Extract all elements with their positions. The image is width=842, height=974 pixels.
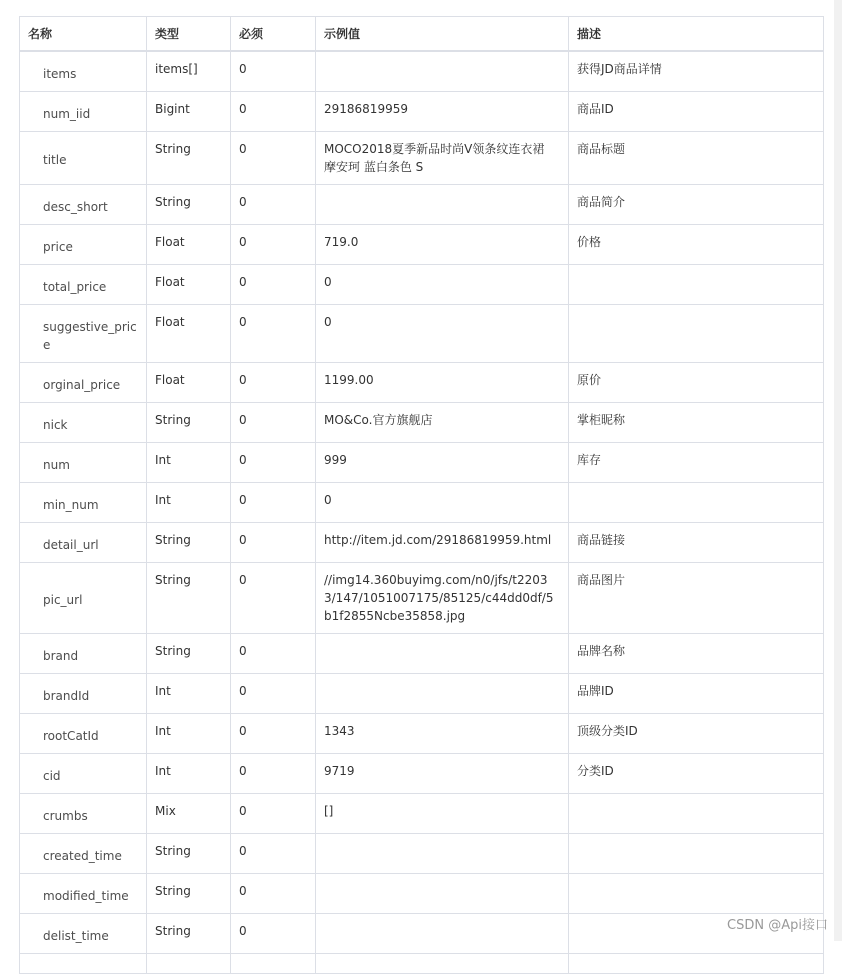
cell-name: total_price	[20, 264, 147, 304]
cell-name: rootCatId	[20, 713, 147, 753]
table-row	[20, 184, 824, 224]
cell-name: min_num	[20, 482, 147, 522]
cell-required: 0	[231, 633, 316, 673]
table-row	[20, 304, 824, 362]
table-row	[20, 522, 824, 562]
cell-required: 0	[231, 304, 316, 362]
cell-type: String	[147, 913, 231, 953]
cell-required: 0	[231, 562, 316, 633]
cell-name: detail_url	[20, 522, 147, 562]
cell-name: num	[20, 442, 147, 482]
cell-name: num_iid	[20, 91, 147, 131]
cell-name: title	[20, 131, 147, 184]
table-row	[20, 753, 824, 793]
cell-name: nick	[20, 402, 147, 442]
cell-name: suggestive_price	[20, 304, 147, 362]
cell-description: 商品标题	[569, 131, 824, 184]
cell-required: 0	[231, 91, 316, 131]
cell-type: Float	[147, 264, 231, 304]
header-name: 名称	[20, 17, 147, 51]
cell-required: 0	[231, 913, 316, 953]
table-row	[20, 482, 824, 522]
table-row	[20, 51, 824, 92]
cell-name: pic_url	[20, 562, 147, 633]
cell-example	[316, 913, 569, 953]
cell-description: 获得JD商品详情	[569, 51, 824, 92]
cell-type: Int	[147, 442, 231, 482]
cell-name: orginal_price	[20, 362, 147, 402]
cell-name: items	[20, 51, 147, 92]
cell-example: []	[316, 793, 569, 833]
table-row	[20, 633, 824, 673]
cell-type: Int	[147, 482, 231, 522]
table-row-partial	[20, 953, 824, 973]
header-description: 描述	[569, 17, 824, 51]
cell-description: 商品链接	[569, 522, 824, 562]
table-row	[20, 442, 824, 482]
table-row	[20, 562, 824, 633]
cell-example: http://item.jd.com/29186819959.html	[316, 522, 569, 562]
cell-type: String	[147, 873, 231, 913]
cell-description: 库存	[569, 442, 824, 482]
cell-type: Int	[147, 753, 231, 793]
watermark: CSDN @Api接口	[727, 918, 828, 933]
cell-required: 0	[231, 522, 316, 562]
cell-type: Int	[147, 673, 231, 713]
cell-required: 0	[231, 673, 316, 713]
cell-example	[316, 833, 569, 873]
table-row	[20, 91, 824, 131]
cell-example: 0	[316, 482, 569, 522]
cell-type: String	[147, 402, 231, 442]
cell-required: 0	[231, 51, 316, 92]
table-row	[20, 264, 824, 304]
cell-type: Float	[147, 304, 231, 362]
cell-type: String	[147, 833, 231, 873]
table-row	[20, 224, 824, 264]
cell-example	[316, 633, 569, 673]
table-header-row	[20, 17, 824, 51]
cell-example	[316, 873, 569, 913]
table-body	[20, 51, 824, 954]
cell-example: MO&Co.官方旗舰店	[316, 402, 569, 442]
cell-name: price	[20, 224, 147, 264]
cell-example: 0	[316, 264, 569, 304]
api-params-table	[19, 16, 824, 974]
cell-type: Bigint	[147, 91, 231, 131]
cell-example: 719.0	[316, 224, 569, 264]
cell-description: 分类ID	[569, 753, 824, 793]
cell-description	[569, 304, 824, 362]
cell-description: 顶级分类ID	[569, 713, 824, 753]
cell-description	[569, 264, 824, 304]
cell-description: 商品简介	[569, 184, 824, 224]
cell-name: crumbs	[20, 793, 147, 833]
cell-name: delist_time	[20, 913, 147, 953]
cell-description	[569, 833, 824, 873]
cell-required: 0	[231, 793, 316, 833]
cell-description: 掌柜昵称	[569, 402, 824, 442]
cell-required: 0	[231, 873, 316, 913]
table-row	[20, 833, 824, 873]
cell-required: 0	[231, 713, 316, 753]
cell-description: 价格	[569, 224, 824, 264]
cell-required: 0	[231, 833, 316, 873]
api-params-table-container	[19, 16, 823, 974]
cell-example: 1199.00	[316, 362, 569, 402]
cell-type: String	[147, 633, 231, 673]
table-row	[20, 673, 824, 713]
cell-description	[569, 482, 824, 522]
cell-name: cid	[20, 753, 147, 793]
cell-name: created_time	[20, 833, 147, 873]
cell-required: 0	[231, 753, 316, 793]
table-row	[20, 131, 824, 184]
cell-type: Int	[147, 713, 231, 753]
header-example: 示例值	[316, 17, 569, 51]
table-row	[20, 873, 824, 913]
cell-required: 0	[231, 402, 316, 442]
table-row	[20, 913, 824, 953]
cell-description: 品牌ID	[569, 673, 824, 713]
cell-required: 0	[231, 224, 316, 264]
cell-required: 0	[231, 264, 316, 304]
table-row	[20, 402, 824, 442]
cell-type: Float	[147, 224, 231, 264]
cell-example: 999	[316, 442, 569, 482]
cell-example: 29186819959	[316, 91, 569, 131]
cell-description: 商品图片	[569, 562, 824, 633]
scrollbar-track[interactable]	[834, 0, 842, 941]
cell-description: 品牌名称	[569, 633, 824, 673]
table-row	[20, 713, 824, 753]
cell-type: String	[147, 522, 231, 562]
cell-example: MOCO2018夏季新品时尚V领条纹连衣裙 摩安珂 蓝白条色 S	[316, 131, 569, 184]
cell-example	[316, 51, 569, 92]
table-row	[20, 362, 824, 402]
cell-type: items[]	[147, 51, 231, 92]
cell-example: 9719	[316, 753, 569, 793]
table-row	[20, 793, 824, 833]
cell-type: String	[147, 131, 231, 184]
header-required: 必须	[231, 17, 316, 51]
cell-required: 0	[231, 131, 316, 184]
cell-name: desc_short	[20, 184, 147, 224]
cell-name: modified_time	[20, 873, 147, 913]
cell-example: 0	[316, 304, 569, 362]
header-type: 类型	[147, 17, 231, 51]
cell-required: 0	[231, 362, 316, 402]
cell-description	[569, 793, 824, 833]
cell-description: 商品ID	[569, 91, 824, 131]
cell-example: 1343	[316, 713, 569, 753]
cell-type: String	[147, 184, 231, 224]
cell-required: 0	[231, 482, 316, 522]
cell-type: Float	[147, 362, 231, 402]
cell-description: 原价	[569, 362, 824, 402]
cell-description	[569, 873, 824, 913]
cell-name: brandId	[20, 673, 147, 713]
cell-required: 0	[231, 184, 316, 224]
cell-example	[316, 184, 569, 224]
cell-example: //img14.360buyimg.com/n0/jfs/t22033/147/1051007175/85125/c44dd0df/5b1f2855Ncbe35858.jpg	[316, 562, 569, 633]
cell-type: String	[147, 562, 231, 633]
cell-type: Mix	[147, 793, 231, 833]
cell-name: brand	[20, 633, 147, 673]
cell-required: 0	[231, 442, 316, 482]
cell-example	[316, 673, 569, 713]
